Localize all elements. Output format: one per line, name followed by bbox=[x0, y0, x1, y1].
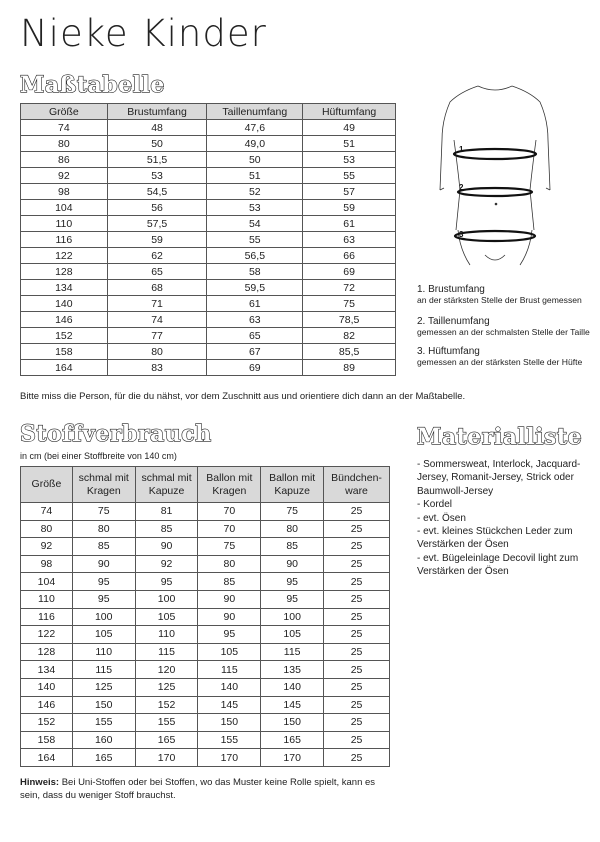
table-row bbox=[21, 678, 390, 696]
band-number-2: 2 bbox=[459, 183, 464, 192]
table-cell: 170 bbox=[198, 749, 261, 767]
table-row bbox=[21, 184, 396, 200]
table-row bbox=[21, 520, 390, 538]
table-cell: 100 bbox=[72, 608, 135, 626]
table-cell: 85 bbox=[72, 538, 135, 556]
table-row bbox=[21, 643, 390, 661]
table-cell: 145 bbox=[198, 696, 261, 714]
fabric-table-header-cell: Bündchen- ware bbox=[324, 467, 390, 503]
table-cell: 95 bbox=[72, 573, 135, 591]
table-cell: 90 bbox=[72, 555, 135, 573]
table-row bbox=[21, 312, 396, 328]
size-table-header-cell: Hüftumfang bbox=[303, 104, 396, 120]
table-cell: 152 bbox=[21, 714, 73, 732]
table-cell: 152 bbox=[135, 696, 198, 714]
table-cell: 85 bbox=[261, 538, 324, 556]
table-row bbox=[21, 661, 390, 679]
table-cell: 49,0 bbox=[207, 136, 303, 152]
table-row bbox=[21, 200, 396, 216]
fabric-table-header-cell: Ballon mit Kragen bbox=[198, 467, 261, 503]
table-row bbox=[21, 216, 396, 232]
table-cell: 66 bbox=[303, 248, 396, 264]
table-cell: 70 bbox=[198, 520, 261, 538]
table-cell: 98 bbox=[21, 555, 73, 573]
fabric-hint-label: Hinweis: bbox=[20, 777, 60, 788]
table-cell: 62 bbox=[107, 248, 207, 264]
brand-logo-text: Nieke Kinder bbox=[20, 12, 267, 55]
legend-hip-desc: gemessen an der stärksten Stelle der Hüfte bbox=[417, 357, 583, 367]
table-cell: 110 bbox=[135, 626, 198, 644]
table-cell: 68 bbox=[107, 280, 207, 296]
table-cell: 90 bbox=[261, 555, 324, 573]
table-cell: 80 bbox=[21, 136, 108, 152]
table-cell: 53 bbox=[107, 168, 207, 184]
legend-chest bbox=[417, 284, 582, 305]
table-cell: 116 bbox=[21, 232, 108, 248]
table-cell: 69 bbox=[207, 360, 303, 376]
legend-chest-desc: an der stärksten Stelle der Brust gemessen bbox=[417, 295, 582, 305]
table-cell: 95 bbox=[135, 573, 198, 591]
table-cell: 75 bbox=[72, 503, 135, 521]
hip-band bbox=[455, 231, 535, 241]
table-cell: 86 bbox=[21, 152, 108, 168]
table-cell: 25 bbox=[324, 573, 390, 591]
size-table-heading: Maßtabelle bbox=[20, 72, 165, 98]
table-cell: 25 bbox=[324, 714, 390, 732]
table-row bbox=[21, 573, 390, 591]
table-cell: 115 bbox=[72, 661, 135, 679]
table-cell: 80 bbox=[21, 520, 73, 538]
table-cell: 25 bbox=[324, 538, 390, 556]
table-cell: 155 bbox=[72, 714, 135, 732]
table-cell: 95 bbox=[72, 590, 135, 608]
table-cell: 140 bbox=[198, 678, 261, 696]
table-cell: 67 bbox=[207, 344, 303, 360]
table-cell: 122 bbox=[21, 626, 73, 644]
table-cell: 25 bbox=[324, 590, 390, 608]
table-row bbox=[21, 608, 390, 626]
table-cell: 115 bbox=[135, 643, 198, 661]
table-cell: 110 bbox=[72, 643, 135, 661]
table-cell: 115 bbox=[198, 661, 261, 679]
table-cell: 158 bbox=[21, 344, 108, 360]
table-cell: 80 bbox=[261, 520, 324, 538]
table-cell: 51,5 bbox=[107, 152, 207, 168]
table-cell: 61 bbox=[207, 296, 303, 312]
table-cell: 50 bbox=[207, 152, 303, 168]
table-row bbox=[21, 136, 396, 152]
material-item: - evt. Bügeleinlage Decovil light zum Verstärken der Ösen bbox=[417, 552, 579, 578]
table-cell: 56,5 bbox=[207, 248, 303, 264]
size-table-header-cell: Größe bbox=[21, 104, 108, 120]
table-row bbox=[21, 555, 390, 573]
table-cell: 160 bbox=[72, 731, 135, 749]
table-cell: 51 bbox=[207, 168, 303, 184]
table-cell: 53 bbox=[303, 152, 396, 168]
table-cell: 71 bbox=[107, 296, 207, 312]
table-cell: 165 bbox=[261, 731, 324, 749]
fabric-table-header-cell: schmal mit Kragen bbox=[72, 467, 135, 503]
table-cell: 146 bbox=[21, 312, 108, 328]
table-cell: 104 bbox=[21, 573, 73, 591]
table-cell: 145 bbox=[261, 696, 324, 714]
table-cell: 25 bbox=[324, 608, 390, 626]
table-row bbox=[21, 168, 396, 184]
table-cell: 89 bbox=[303, 360, 396, 376]
legend-waist bbox=[417, 316, 590, 337]
fabric-table-header-cell: Ballon mit Kapuze bbox=[261, 467, 324, 503]
table-cell: 54 bbox=[207, 216, 303, 232]
table-cell: 122 bbox=[21, 248, 108, 264]
table-cell: 59 bbox=[303, 200, 396, 216]
table-cell: 63 bbox=[207, 312, 303, 328]
table-cell: 90 bbox=[198, 590, 261, 608]
table-cell: 78,5 bbox=[303, 312, 396, 328]
table-row bbox=[21, 296, 396, 312]
table-cell: 95 bbox=[261, 590, 324, 608]
legend-hip bbox=[417, 346, 582, 367]
table-cell: 25 bbox=[324, 678, 390, 696]
table-cell: 55 bbox=[207, 232, 303, 248]
table-cell: 74 bbox=[21, 503, 73, 521]
table-cell: 74 bbox=[21, 120, 108, 136]
table-cell: 165 bbox=[135, 731, 198, 749]
size-table-header-row bbox=[21, 104, 396, 120]
table-cell: 59 bbox=[107, 232, 207, 248]
table-cell: 80 bbox=[107, 344, 207, 360]
table-cell: 53 bbox=[207, 200, 303, 216]
table-cell: 105 bbox=[72, 626, 135, 644]
table-cell: 115 bbox=[261, 643, 324, 661]
table-cell: 104 bbox=[21, 200, 108, 216]
table-cell: 158 bbox=[21, 731, 73, 749]
table-cell: 75 bbox=[303, 296, 396, 312]
body-measurement-figure bbox=[430, 80, 560, 280]
table-cell: 25 bbox=[324, 696, 390, 714]
table-cell: 63 bbox=[303, 232, 396, 248]
table-cell: 100 bbox=[261, 608, 324, 626]
table-cell: 59,5 bbox=[207, 280, 303, 296]
table-row bbox=[21, 328, 396, 344]
table-cell: 65 bbox=[207, 328, 303, 344]
table-cell: 92 bbox=[21, 538, 73, 556]
table-cell: 125 bbox=[72, 678, 135, 696]
table-cell: 49 bbox=[303, 120, 396, 136]
chest-band bbox=[454, 149, 536, 159]
table-cell: 125 bbox=[135, 678, 198, 696]
table-cell: 25 bbox=[324, 626, 390, 644]
table-cell: 80 bbox=[198, 555, 261, 573]
table-cell: 150 bbox=[72, 696, 135, 714]
table-row bbox=[21, 344, 396, 360]
table-cell: 105 bbox=[198, 643, 261, 661]
table-cell: 105 bbox=[261, 626, 324, 644]
material-item: - evt. kleines Stückchen Leder zum Verstärken der Ösen bbox=[417, 526, 573, 551]
size-table bbox=[20, 103, 396, 376]
table-row bbox=[21, 626, 390, 644]
table-row bbox=[21, 590, 390, 608]
table-cell: 92 bbox=[135, 555, 198, 573]
table-cell: 72 bbox=[303, 280, 396, 296]
fabric-table-heading: Stoffverbrauch bbox=[20, 421, 212, 447]
table-cell: 75 bbox=[198, 538, 261, 556]
table-cell: 25 bbox=[324, 520, 390, 538]
table-row bbox=[21, 503, 390, 521]
table-cell: 80 bbox=[72, 520, 135, 538]
table-row bbox=[21, 696, 390, 714]
table-cell: 95 bbox=[261, 573, 324, 591]
table-row bbox=[21, 152, 396, 168]
fabric-table bbox=[20, 466, 390, 767]
table-cell: 50 bbox=[107, 136, 207, 152]
table-cell: 90 bbox=[135, 538, 198, 556]
table-cell: 25 bbox=[324, 503, 390, 521]
table-cell: 146 bbox=[21, 696, 73, 714]
table-row bbox=[21, 731, 390, 749]
table-cell: 57 bbox=[303, 184, 396, 200]
table-cell: 83 bbox=[107, 360, 207, 376]
table-cell: 82 bbox=[303, 328, 396, 344]
table-row bbox=[21, 232, 396, 248]
table-cell: 65 bbox=[107, 264, 207, 280]
table-cell: 58 bbox=[207, 264, 303, 280]
table-row bbox=[21, 360, 396, 376]
table-cell: 57,5 bbox=[107, 216, 207, 232]
table-cell: 140 bbox=[21, 678, 73, 696]
band-number-3: 3 bbox=[459, 230, 464, 239]
table-cell: 134 bbox=[21, 661, 73, 679]
table-cell: 81 bbox=[135, 503, 198, 521]
table-cell: 140 bbox=[261, 678, 324, 696]
material-item: - Kordel bbox=[417, 499, 453, 511]
table-cell: 165 bbox=[72, 749, 135, 767]
table-cell: 77 bbox=[107, 328, 207, 344]
table-row bbox=[21, 538, 390, 556]
table-cell: 75 bbox=[261, 503, 324, 521]
fabric-table-header-row bbox=[21, 467, 390, 503]
table-cell: 128 bbox=[21, 264, 108, 280]
table-cell: 70 bbox=[198, 503, 261, 521]
legend-waist-title: 2. Taillenumfang bbox=[417, 316, 490, 327]
table-cell: 100 bbox=[135, 590, 198, 608]
legend-chest-title: 1. Brustumfang bbox=[417, 284, 485, 295]
table-cell: 150 bbox=[198, 714, 261, 732]
table-row bbox=[21, 749, 390, 767]
table-cell: 140 bbox=[21, 296, 108, 312]
table-cell: 90 bbox=[198, 608, 261, 626]
table-cell: 170 bbox=[135, 749, 198, 767]
fabric-table-header-cell: schmal mit Kapuze bbox=[135, 467, 198, 503]
table-cell: 25 bbox=[324, 731, 390, 749]
waist-band bbox=[458, 188, 532, 196]
fabric-table-subtitle: in cm (bei einer Stoffbreite von 140 cm) bbox=[20, 451, 177, 461]
table-cell: 25 bbox=[324, 643, 390, 661]
table-cell: 51 bbox=[303, 136, 396, 152]
fabric-table-header-cell: Größe bbox=[21, 467, 73, 503]
table-cell: 128 bbox=[21, 643, 73, 661]
table-cell: 105 bbox=[135, 608, 198, 626]
table-cell: 152 bbox=[21, 328, 108, 344]
table-cell: 55 bbox=[303, 168, 396, 184]
table-cell: 25 bbox=[324, 661, 390, 679]
table-cell: 25 bbox=[324, 555, 390, 573]
table-cell: 92 bbox=[21, 168, 108, 184]
table-cell: 134 bbox=[21, 280, 108, 296]
material-list bbox=[417, 458, 597, 579]
size-table-header-cell: Taillenumfang bbox=[207, 104, 303, 120]
table-cell: 61 bbox=[303, 216, 396, 232]
table-cell: 155 bbox=[198, 731, 261, 749]
table-cell: 95 bbox=[198, 626, 261, 644]
table-row bbox=[21, 248, 396, 264]
table-cell: 85,5 bbox=[303, 344, 396, 360]
table-cell: 54,5 bbox=[107, 184, 207, 200]
table-cell: 170 bbox=[261, 749, 324, 767]
table-cell: 48 bbox=[107, 120, 207, 136]
fabric-hint bbox=[20, 776, 390, 802]
table-row bbox=[21, 264, 396, 280]
table-cell: 164 bbox=[21, 360, 108, 376]
table-cell: 52 bbox=[207, 184, 303, 200]
table-cell: 85 bbox=[198, 573, 261, 591]
table-row bbox=[21, 280, 396, 296]
table-cell: 155 bbox=[135, 714, 198, 732]
band-number-1: 1 bbox=[459, 145, 464, 154]
size-table-note: Bitte miss die Person, für die du nähst, vor dem Zuschnitt aus und orientiere dich dann an der Maßtabelle. bbox=[20, 391, 466, 402]
table-cell: 116 bbox=[21, 608, 73, 626]
table-cell: 110 bbox=[21, 216, 108, 232]
table-cell: 56 bbox=[107, 200, 207, 216]
legend-waist-desc: gemessen an der schmalsten Stelle der Taille bbox=[417, 327, 590, 337]
size-table-header-cell: Brustumfang bbox=[107, 104, 207, 120]
table-cell: 25 bbox=[324, 749, 390, 767]
fabric-hint-text: Bei Uni-Stoffen oder bei Stoffen, wo das Muster keine Rolle spielt, kann es sein, dass du weniger Stoff brauchst. bbox=[20, 777, 376, 801]
table-cell: 135 bbox=[261, 661, 324, 679]
table-cell: 98 bbox=[21, 184, 108, 200]
legend-hip-title: 3. Hüftumfang bbox=[417, 346, 480, 357]
table-row bbox=[21, 714, 390, 732]
material-item: - Sommersweat, Interlock, Jacquard-Jersey, Romanit-Jersey, Strick oder Baumwoll-Jersey bbox=[417, 459, 581, 497]
table-cell: 74 bbox=[107, 312, 207, 328]
material-item: - evt. Ösen bbox=[417, 512, 466, 524]
table-cell: 85 bbox=[135, 520, 198, 538]
table-cell: 47,6 bbox=[207, 120, 303, 136]
table-cell: 150 bbox=[261, 714, 324, 732]
table-cell: 110 bbox=[21, 590, 73, 608]
material-heading: Materialliste bbox=[417, 424, 583, 450]
table-cell: 120 bbox=[135, 661, 198, 679]
table-cell: 164 bbox=[21, 749, 73, 767]
table-row bbox=[21, 120, 396, 136]
table-cell: 69 bbox=[303, 264, 396, 280]
